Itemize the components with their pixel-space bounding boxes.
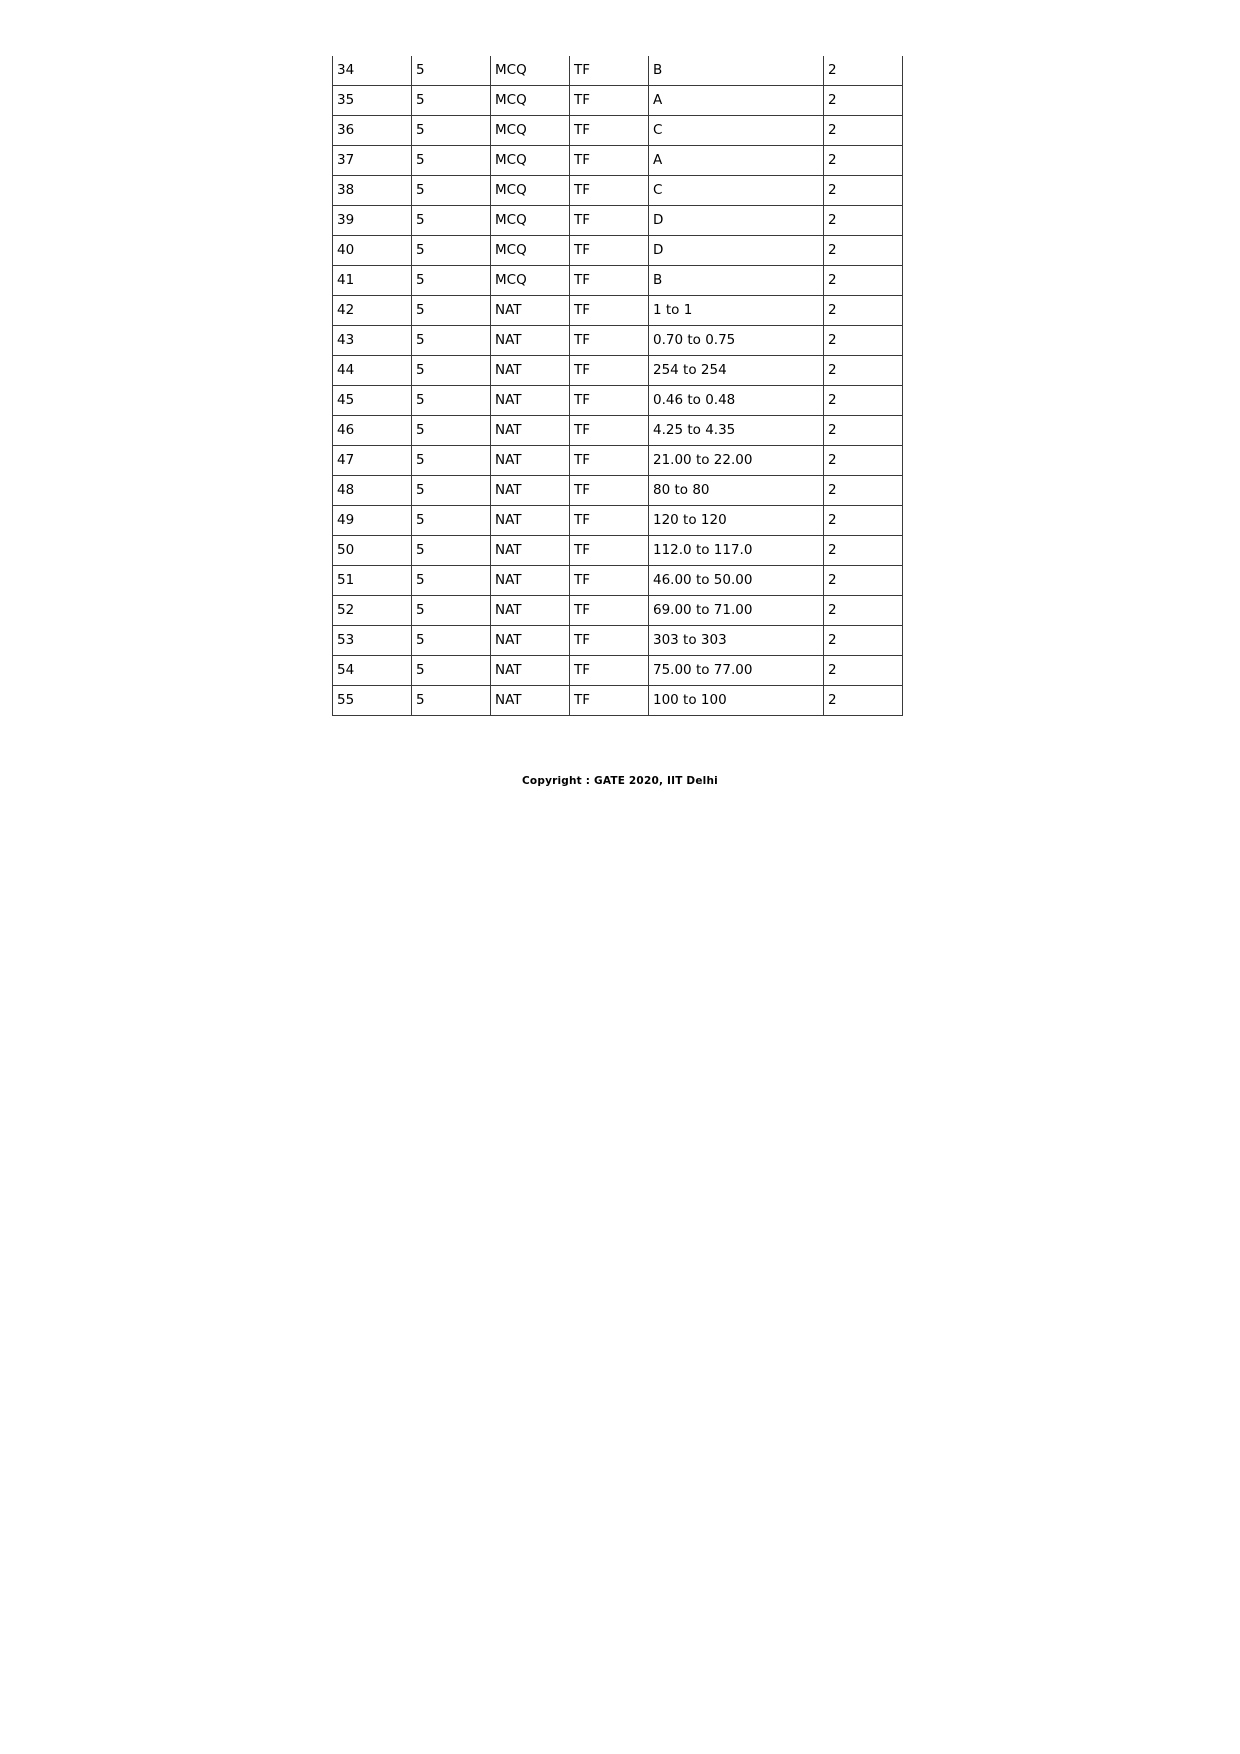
answer-key-cell: A [649, 146, 824, 176]
section-cell: TF [570, 56, 649, 86]
marks-cell: 2 [824, 236, 903, 266]
table-row [333, 386, 903, 416]
question-type-cell: NAT [491, 296, 570, 326]
table-row [333, 56, 903, 86]
section-cell: TF [570, 566, 649, 596]
session-cell: 5 [412, 86, 491, 116]
table-row [333, 86, 903, 116]
answer-key-cell: 69.00 to 71.00 [649, 596, 824, 626]
answer-key-cell: 120 to 120 [649, 506, 824, 536]
answer-key-table [332, 56, 903, 716]
section-cell: TF [570, 206, 649, 236]
question-type-cell: MCQ [491, 206, 570, 236]
question-number-cell: 35 [333, 86, 412, 116]
session-cell: 5 [412, 656, 491, 686]
section-cell: TF [570, 536, 649, 566]
question-type-cell: MCQ [491, 236, 570, 266]
session-cell: 5 [412, 686, 491, 716]
table-row [333, 146, 903, 176]
session-cell: 5 [412, 386, 491, 416]
section-cell: TF [570, 236, 649, 266]
table-row [333, 476, 903, 506]
question-type-cell: MCQ [491, 116, 570, 146]
question-type-cell: NAT [491, 686, 570, 716]
section-cell: TF [570, 266, 649, 296]
answer-key-cell: C [649, 116, 824, 146]
marks-cell: 2 [824, 416, 903, 446]
section-cell: TF [570, 116, 649, 146]
section-cell: TF [570, 686, 649, 716]
section-cell: TF [570, 296, 649, 326]
question-number-cell: 37 [333, 146, 412, 176]
session-cell: 5 [412, 176, 491, 206]
copyright-footer: Copyright : GATE 2020, IIT Delhi [522, 775, 718, 787]
question-type-cell: NAT [491, 596, 570, 626]
question-number-cell: 49 [333, 506, 412, 536]
answer-key-cell: 80 to 80 [649, 476, 824, 506]
marks-cell: 2 [824, 86, 903, 116]
table-row [333, 566, 903, 596]
question-number-cell: 44 [333, 356, 412, 386]
marks-cell: 2 [824, 206, 903, 236]
table-row [333, 686, 903, 716]
section-cell: TF [570, 86, 649, 116]
answer-key-cell: 303 to 303 [649, 626, 824, 656]
section-cell: TF [570, 356, 649, 386]
question-number-cell: 51 [333, 566, 412, 596]
session-cell: 5 [412, 236, 491, 266]
question-number-cell: 46 [333, 416, 412, 446]
answer-key-cell: 254 to 254 [649, 356, 824, 386]
question-type-cell: MCQ [491, 266, 570, 296]
question-type-cell: NAT [491, 536, 570, 566]
question-type-cell: NAT [491, 326, 570, 356]
question-number-cell: 54 [333, 656, 412, 686]
question-type-cell: NAT [491, 386, 570, 416]
table-row [333, 536, 903, 566]
table-row [333, 656, 903, 686]
session-cell: 5 [412, 476, 491, 506]
marks-cell: 2 [824, 146, 903, 176]
answer-key-cell: 0.46 to 0.48 [649, 386, 824, 416]
question-number-cell: 36 [333, 116, 412, 146]
marks-cell: 2 [824, 596, 903, 626]
question-number-cell: 41 [333, 266, 412, 296]
question-type-cell: MCQ [491, 176, 570, 206]
marks-cell: 2 [824, 266, 903, 296]
table-row [333, 446, 903, 476]
marks-cell: 2 [824, 626, 903, 656]
table-row [333, 176, 903, 206]
table-row [333, 416, 903, 446]
table-row [333, 236, 903, 266]
question-type-cell: MCQ [491, 146, 570, 176]
table-row [333, 326, 903, 356]
session-cell: 5 [412, 266, 491, 296]
table-row [333, 296, 903, 326]
answer-key-cell: 100 to 100 [649, 686, 824, 716]
marks-cell: 2 [824, 506, 903, 536]
marks-cell: 2 [824, 56, 903, 86]
section-cell: TF [570, 326, 649, 356]
session-cell: 5 [412, 326, 491, 356]
question-number-cell: 53 [333, 626, 412, 656]
marks-cell: 2 [824, 566, 903, 596]
section-cell: TF [570, 506, 649, 536]
marks-cell: 2 [824, 326, 903, 356]
section-cell: TF [570, 656, 649, 686]
table-row [333, 506, 903, 536]
answer-key-cell: D [649, 236, 824, 266]
marks-cell: 2 [824, 446, 903, 476]
marks-cell: 2 [824, 356, 903, 386]
question-number-cell: 47 [333, 446, 412, 476]
question-type-cell: MCQ [491, 86, 570, 116]
table-row [333, 596, 903, 626]
question-number-cell: 50 [333, 536, 412, 566]
section-cell: TF [570, 446, 649, 476]
answer-key-body [333, 56, 903, 716]
answer-key-cell: C [649, 176, 824, 206]
answer-key-cell: 1 to 1 [649, 296, 824, 326]
question-type-cell: MCQ [491, 56, 570, 86]
question-number-cell: 39 [333, 206, 412, 236]
session-cell: 5 [412, 56, 491, 86]
marks-cell: 2 [824, 536, 903, 566]
section-cell: TF [570, 416, 649, 446]
question-type-cell: NAT [491, 566, 570, 596]
question-number-cell: 48 [333, 476, 412, 506]
section-cell: TF [570, 146, 649, 176]
question-type-cell: NAT [491, 506, 570, 536]
session-cell: 5 [412, 206, 491, 236]
section-cell: TF [570, 476, 649, 506]
table-row [333, 356, 903, 386]
marks-cell: 2 [824, 476, 903, 506]
section-cell: TF [570, 176, 649, 206]
marks-cell: 2 [824, 116, 903, 146]
session-cell: 5 [412, 356, 491, 386]
section-cell: TF [570, 626, 649, 656]
marks-cell: 2 [824, 176, 903, 206]
table-row [333, 626, 903, 656]
question-number-cell: 34 [333, 56, 412, 86]
section-cell: TF [570, 386, 649, 416]
question-number-cell: 38 [333, 176, 412, 206]
question-type-cell: NAT [491, 446, 570, 476]
session-cell: 5 [412, 416, 491, 446]
answer-key-cell: 112.0 to 117.0 [649, 536, 824, 566]
question-number-cell: 42 [333, 296, 412, 326]
table-row [333, 116, 903, 146]
question-type-cell: NAT [491, 626, 570, 656]
session-cell: 5 [412, 116, 491, 146]
session-cell: 5 [412, 296, 491, 326]
table-row [333, 266, 903, 296]
answer-key-cell: B [649, 266, 824, 296]
session-cell: 5 [412, 536, 491, 566]
session-cell: 5 [412, 146, 491, 176]
answer-key-cell: D [649, 206, 824, 236]
session-cell: 5 [412, 596, 491, 626]
session-cell: 5 [412, 566, 491, 596]
question-number-cell: 40 [333, 236, 412, 266]
question-number-cell: 55 [333, 686, 412, 716]
answer-key-cell: 4.25 to 4.35 [649, 416, 824, 446]
answer-key-cell: B [649, 56, 824, 86]
answer-key-cell: A [649, 86, 824, 116]
marks-cell: 2 [824, 386, 903, 416]
marks-cell: 2 [824, 686, 903, 716]
question-type-cell: NAT [491, 656, 570, 686]
question-type-cell: NAT [491, 416, 570, 446]
section-cell: TF [570, 596, 649, 626]
answer-key-cell: 46.00 to 50.00 [649, 566, 824, 596]
question-type-cell: NAT [491, 476, 570, 506]
answer-key-cell: 75.00 to 77.00 [649, 656, 824, 686]
question-number-cell: 45 [333, 386, 412, 416]
session-cell: 5 [412, 506, 491, 536]
answer-key-cell: 21.00 to 22.00 [649, 446, 824, 476]
question-number-cell: 52 [333, 596, 412, 626]
question-number-cell: 43 [333, 326, 412, 356]
session-cell: 5 [412, 626, 491, 656]
answer-key-cell: 0.70 to 0.75 [649, 326, 824, 356]
question-type-cell: NAT [491, 356, 570, 386]
marks-cell: 2 [824, 296, 903, 326]
session-cell: 5 [412, 446, 491, 476]
table-row [333, 206, 903, 236]
marks-cell: 2 [824, 656, 903, 686]
